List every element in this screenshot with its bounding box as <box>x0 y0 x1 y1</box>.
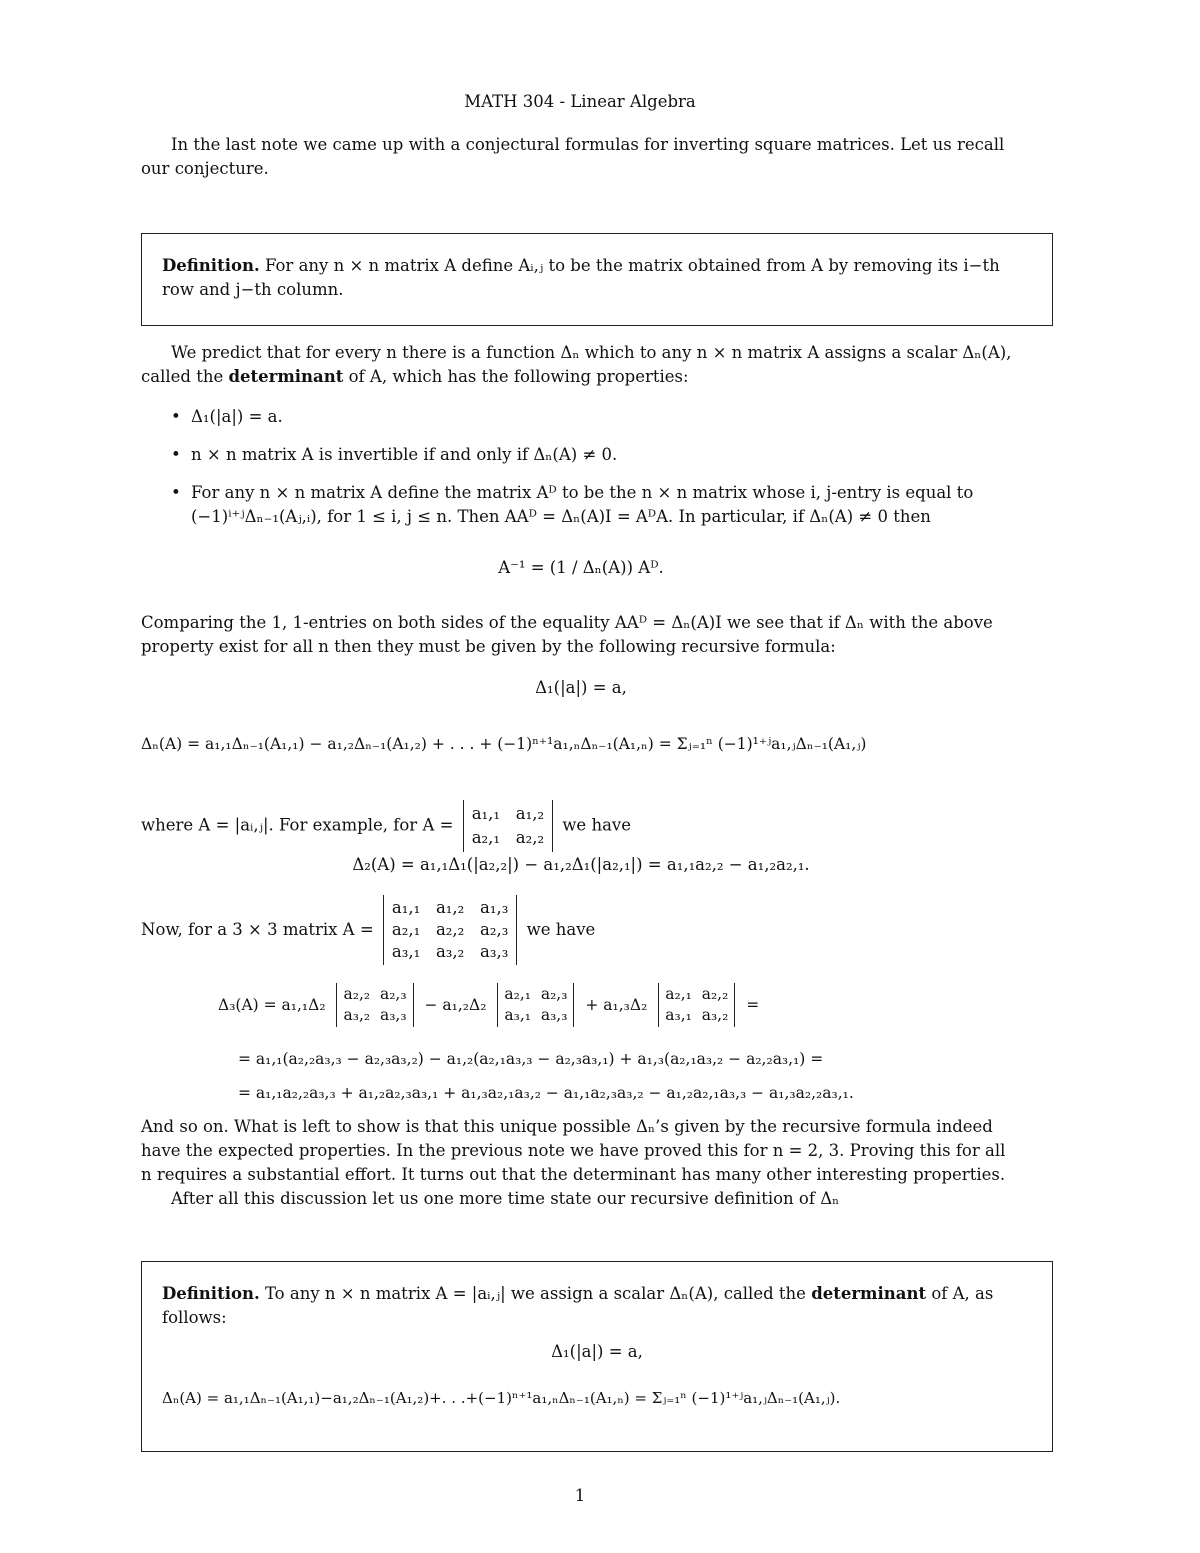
minor-matrix-1 <box>336 983 413 1027</box>
matrix-2x2 <box>463 800 553 852</box>
matrix-cell: a₂,₁ <box>471 828 500 847</box>
definition-label: Definition. <box>162 256 260 275</box>
afterall-paragraph: After all this discussion let us one more time state our recursive definition of Δₙ <box>171 1189 840 1208</box>
definition2-intro <box>162 1282 1032 1330</box>
comparing-paragraph: Comparing the 1, 1-entries on both sides of the equality AAᴰ = Δₙ(A)I we see that if Δₙ with the above property exist for all n then they must be given by the following recursive formula: <box>141 613 993 656</box>
example3-lead: Now, for a 3 × 3 matrix A = <box>141 920 374 939</box>
matrix-cell: a₂,₃ <box>480 920 509 939</box>
matrix-cell: a₃,₃ <box>480 942 509 961</box>
delta3-head: Δ₃(A) = a₁,₁Δ₂ <box>218 996 326 1014</box>
example2-line <box>141 800 631 852</box>
list-item: • n × n matrix A is invertible if and only if Δₙ(A) ≠ 0. <box>141 443 1021 467</box>
example2-result: Δ₂(A) = a₁,₁Δ₁(|a₂,₂|) − a₁,₂Δ₁(|a₂,₁|) = a₁,₁a₂,₂ − a₁,₂a₂,₁. <box>352 855 810 874</box>
list-item: • For any n × n matrix A define the matrix Aᴰ to be the n × n matrix whose i, j-entry is equal to (−1)ⁱ⁺ʲΔₙ₋₁(Aⱼ,ᵢ), for 1 ≤ i, j ≤ n. Then AAᴰ = Δₙ(A)I = AᴰA. In particular, if Δₙ(A) ≠ 0 then <box>141 481 1021 529</box>
matrix-cell: a₁,₂ <box>435 898 465 917</box>
matrix-cell: a₃,₁ <box>665 1006 692 1024</box>
matrix-cell: a₂,₁ <box>391 920 421 939</box>
delta3-mid2: + a₁,₃Δ₂ <box>585 996 648 1014</box>
matrix-cell: a₃,₂ <box>701 1006 729 1024</box>
matrix-cell: a₃,₁ <box>504 1006 531 1024</box>
prediction-paragraph <box>141 341 1021 389</box>
definition2-text-end: of A, as follows: <box>162 1284 994 1327</box>
matrix-cell: a₂,₁ <box>665 985 692 1003</box>
intro-paragraph: In the last note we came up with a conjectural formulas for inverting square matrices. Let us recall our conjecture. <box>141 135 1005 178</box>
matrix-cell: a₂,₂ <box>701 985 729 1003</box>
definition-box-1 <box>141 233 1053 326</box>
example3-trail: we have <box>526 920 596 939</box>
matrix-3x3 <box>383 895 517 965</box>
delta3-mid1: − a₁,₂Δ₂ <box>424 996 487 1014</box>
example2-trail: we have <box>562 815 631 835</box>
recursive-general: Δₙ(A) = a₁,₁Δₙ₋₁(A₁,₁) − a₁,₂Δₙ₋₁(A₁,₂) + . . . + (−1)ⁿ⁺¹a₁,ₙΔₙ₋₁(A₁,ₙ) = Σⱼ₌₁ⁿ (−1)¹⁺ʲa₁,ⱼΔₙ₋₁(A₁,ⱼ) <box>141 735 867 753</box>
minor-matrix-2 <box>497 983 574 1027</box>
example3-line <box>141 895 595 965</box>
definition2-general: Δₙ(A) = a₁,₁Δₙ₋₁(A₁,₁)−a₁,₂Δₙ₋₁(A₁,₂)+. . .+(−1)ⁿ⁺¹a₁,ₙΔₙ₋₁(A₁,ₙ) = Σⱼ₌₁ⁿ (−1)¹⁺ʲa₁,ⱼΔₙ₋₁(A₁,ⱼ). <box>162 1389 841 1407</box>
determinant-term: determinant <box>228 367 344 386</box>
matrix-cell: a₃,₂ <box>435 942 465 961</box>
matrix-cell: a₁,₃ <box>480 898 509 917</box>
definition-text: For any n × n matrix A define Aᵢ,ⱼ to be the matrix obtained from A by removing its i−th row and j−th column. <box>162 256 1000 299</box>
recursive-base: Δ₁(|a|) = a, <box>535 678 627 697</box>
page-title: MATH 304 - Linear Algebra <box>464 92 696 111</box>
matrix-cell: a₁,₁ <box>391 898 421 917</box>
matrix-cell: a₃,₃ <box>540 1006 568 1024</box>
determinant-term: determinant <box>811 1284 927 1303</box>
matrix-cell: a₂,₁ <box>504 985 531 1003</box>
matrix-cell: a₁,₂ <box>515 804 545 823</box>
matrix-cell: a₃,₁ <box>391 942 421 961</box>
prediction-text-end: of A, which has the following properties: <box>348 367 689 386</box>
delta3-line2: = a₁,₁(a₂,₂a₃,₃ − a₂,₃a₃,₂) − a₁,₂(a₂,₁a₃,₃ − a₂,₃a₃,₁) + a₁,₃(a₂,₁a₃,₂ − a₂,₂a₃,₁) = <box>238 1050 824 1068</box>
definition-label: Definition. <box>162 1284 260 1303</box>
matrix-cell: a₂,₃ <box>540 985 568 1003</box>
page-number: 1 <box>574 1486 586 1505</box>
matrix-cell: a₂,₂ <box>515 828 545 847</box>
delta3-line3: = a₁,₁a₂,₂a₃,₃ + a₁,₂a₂,₃a₃,₁ + a₁,₃a₂,₁a₃,₂ − a₁,₁a₂,₃a₃,₂ − a₁,₂a₂,₁a₃,₃ − a₁,₃a₂,₂a₃,₁. <box>238 1084 854 1102</box>
prediction-text: We predict that for every n there is a function Δₙ which to any n × n matrix A assigns a scalar Δₙ(A), called the <box>141 343 1012 386</box>
delta3-tail: = <box>746 996 760 1014</box>
matrix-cell: a₂,₂ <box>435 920 465 939</box>
matrix-cell: a₂,₂ <box>343 985 371 1003</box>
minor-matrix-3 <box>658 983 735 1027</box>
properties-list <box>141 405 1021 529</box>
matrix-cell: a₃,₃ <box>379 1006 407 1024</box>
list-item: • Δ₁(|a|) = a. <box>141 405 1021 429</box>
definition-box-2 <box>141 1261 1053 1452</box>
definition2-text: To any n × n matrix A = |aᵢ,ⱼ| we assign a scalar Δₙ(A), called the <box>264 1284 806 1303</box>
matrix-cell: a₁,₁ <box>471 804 500 823</box>
andso-paragraph: And so on. What is left to show is that this unique possible Δₙ’s given by the recursive formula indeed have the expected properties. In the previous note we have proved this for n = 2, 3. Proving this for all n requires a substantial effort. It turns out that the determinant has many other interesting properties. <box>141 1117 1006 1184</box>
definition2-base: Δ₁(|a|) = a, <box>551 1342 643 1361</box>
matrix-cell: a₃,₂ <box>343 1006 371 1024</box>
inverse-formula: A⁻¹ = (1 / Δₙ(A)) Aᴰ. <box>498 558 664 577</box>
delta3-line1 <box>218 983 759 1027</box>
matrix-cell: a₂,₃ <box>379 985 407 1003</box>
example2-lead: where A = |aᵢ,ⱼ|. For example, for A = <box>141 815 454 835</box>
